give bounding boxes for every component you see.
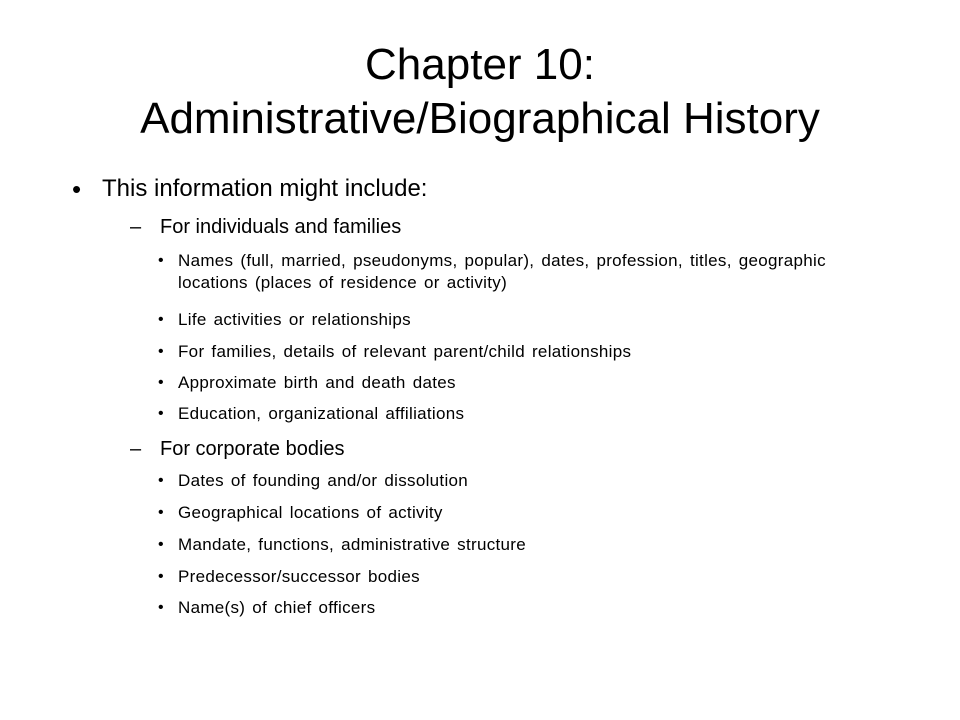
list-item: Geographical locations of activity: [178, 503, 443, 522]
list-item: Dates of founding and/or dissolution: [178, 471, 469, 490]
bullet-icon: •: [158, 252, 164, 269]
bullet-icon: •: [158, 472, 164, 489]
intro-text: This information might include:: [102, 175, 428, 202]
list-item: Names (full, married, pseudonyms, popular), dates, profession, titles, geographic locations (places of residence or activity): [178, 251, 826, 292]
list-item: Mandate, functions, administrative structure: [178, 535, 527, 554]
list-item: Education, organizational affiliations: [178, 404, 465, 423]
bullet-icon: •: [158, 311, 164, 328]
list-item: Life activities or relationships: [178, 310, 411, 329]
bullet-icon: •: [158, 343, 164, 360]
title-line-1: Chapter 10:: [365, 40, 595, 89]
bullet-icon: •: [158, 599, 164, 616]
bullet-icon: •: [158, 504, 164, 521]
list-item: Name(s) of chief officers: [178, 598, 376, 617]
bullet-icon: •: [158, 536, 164, 553]
section-heading-corporate: For corporate bodies: [160, 438, 345, 460]
bullet-icon: •: [158, 568, 164, 585]
bullet-icon: •: [72, 174, 82, 204]
dash-icon: –: [130, 216, 142, 238]
bullet-icon: •: [158, 405, 164, 422]
list-item: Approximate birth and death dates: [178, 373, 456, 392]
title-line-2: Administrative/Biographical History: [140, 94, 820, 143]
dash-icon: –: [130, 438, 142, 460]
list-item: Predecessor/successor bodies: [178, 567, 420, 586]
section-heading-individuals: For individuals and families: [160, 216, 402, 238]
list-item: For families, details of relevant parent/child relationships: [178, 342, 632, 361]
bullet-icon: •: [158, 374, 164, 391]
